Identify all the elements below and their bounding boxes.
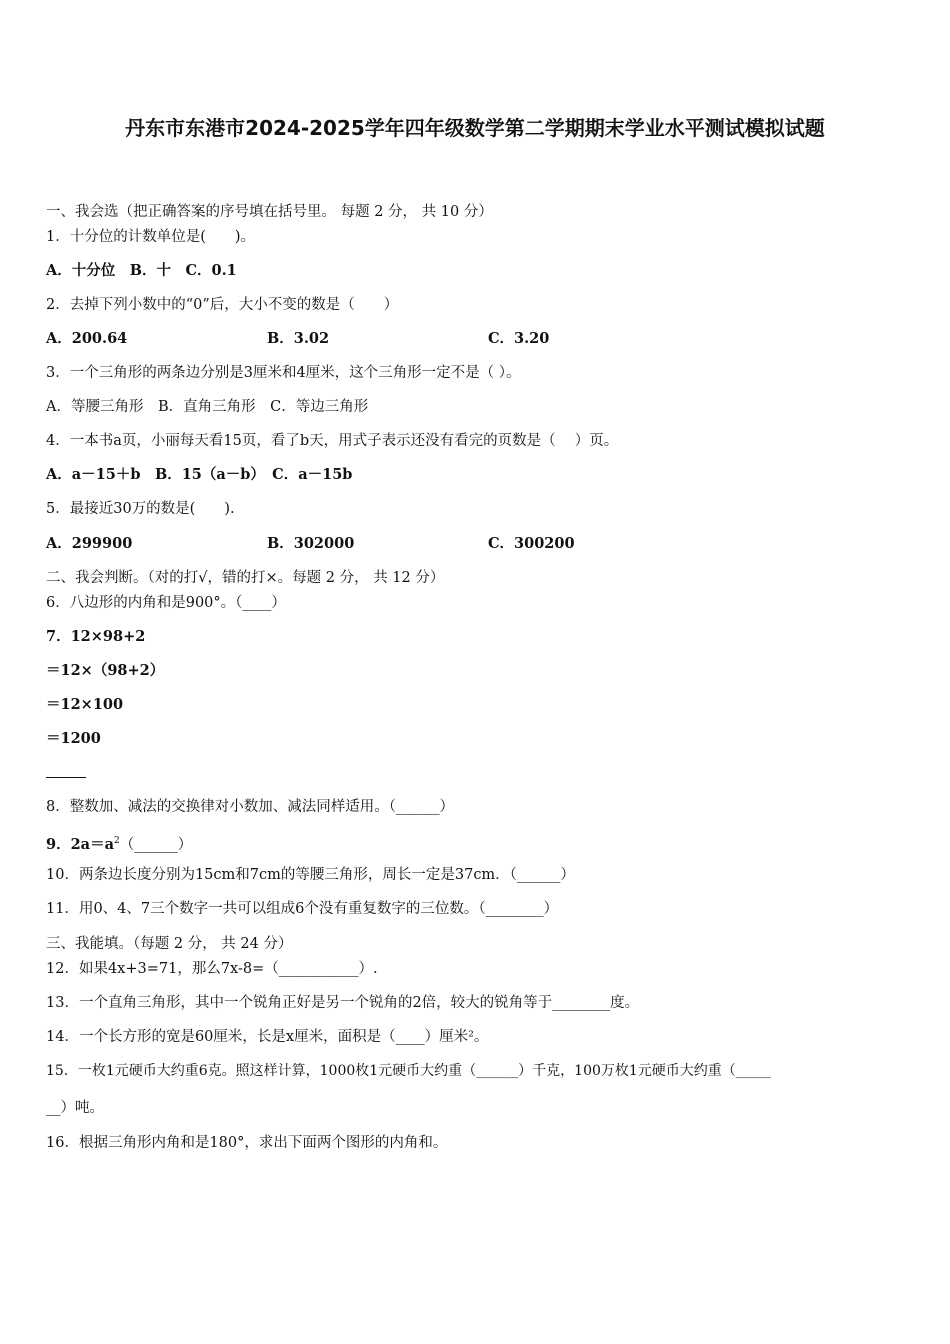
question-1: 1．十分位的计数单位是( )。 [46,229,256,245]
question-13: 13．一个直角三角形，其中一个锐角正好是另一个锐角的2倍，较大的锐角等于________度。 [46,995,640,1011]
question-2-option-c: C．3.20 [488,330,550,347]
question-1-options: A．十分位 B．十 C．0.1 [46,262,237,279]
section-3-heading: 三、我能填。（每题 2 分， 共 24 分） [46,936,293,952]
question-15-line-2: __）吨。 [46,1100,104,1116]
question-14: 14．一个长方形的宽是60厘米，长是x厘米，面积是（____）厘米²。 [46,1029,489,1045]
question-5-option-c: C．300200 [488,535,575,552]
section-1-heading: 一、我会选（把正确答案的序号填在括号里。 每题 2 分， 共 10 分） [46,204,493,220]
question-2-option-a: A．200.64 [46,330,128,347]
question-9-exponent: 2 [113,836,120,846]
question-7-line-1: 7．12×98+2 [46,628,146,645]
question-9-expression: 9．2a＝a [46,835,114,853]
page-title: 丹东市东港市2024-2025学年四年级数学第二学期期末学业水平测试模拟试题 [125,116,825,140]
answer-blank-line [46,777,86,778]
question-7-line-4: ＝1200 [46,730,101,747]
question-7-line-2: ＝12×（98+2） [46,662,165,679]
question-5-option-b: B．302000 [267,535,355,552]
question-3: 3．一个三角形的两条边分别是3厘米和4厘米，这个三角形一定不是（ ）。 [46,365,521,381]
question-5: 5．最接近30万的数是( ). [46,501,235,517]
question-16: 16．根据三角形内角和是180°，求出下面两个图形的内角和。 [46,1135,448,1151]
question-10: 10．两条边长度分别为15cm和7cm的等腰三角形，周长一定是37cm．（______） [46,867,575,883]
question-2-option-b: B．3.02 [267,330,330,347]
question-12: 12．如果4x+3=71，那么7x-8=（___________）. [46,961,378,977]
question-4-options: A．a－15＋b B．15（a－b） C．a－15b [46,466,353,483]
section-2-heading: 二、我会判断。（对的打√，错的打×。每题 2 分， 共 12 分） [46,570,445,586]
question-2: 2．去掉下列小数中的“0”后，大小不变的数是（ ） [46,297,399,313]
question-3-options: A．等腰三角形 B．直角三角形 C．等边三角形 [46,399,369,415]
question-11: 11．用0、4、7三个数字一共可以组成6个没有重复数字的三位数。（________） [46,901,559,917]
question-8: 8．整数加、减法的交换律对小数加、减法同样适用。（______） [46,799,454,815]
question-15-line-1: 15．一枚1元硬币大约重6克。照这样计算，1000枚1元硬币大约重（______）千克，100万枚1元硬币大约重（_____ [46,1063,771,1079]
question-9-blank: （______） [119,836,193,853]
question-7-line-3: ＝12×100 [46,696,124,713]
question-6: 6．八边形的内角和是900°。（____） [46,595,286,611]
question-4: 4．一本书a页，小丽每天看15页，看了b天，用式子表示还没有看完的页数是（ ）页。 [46,433,619,449]
question-5-option-a: A．299900 [46,535,133,552]
question-9 [46,832,192,854]
